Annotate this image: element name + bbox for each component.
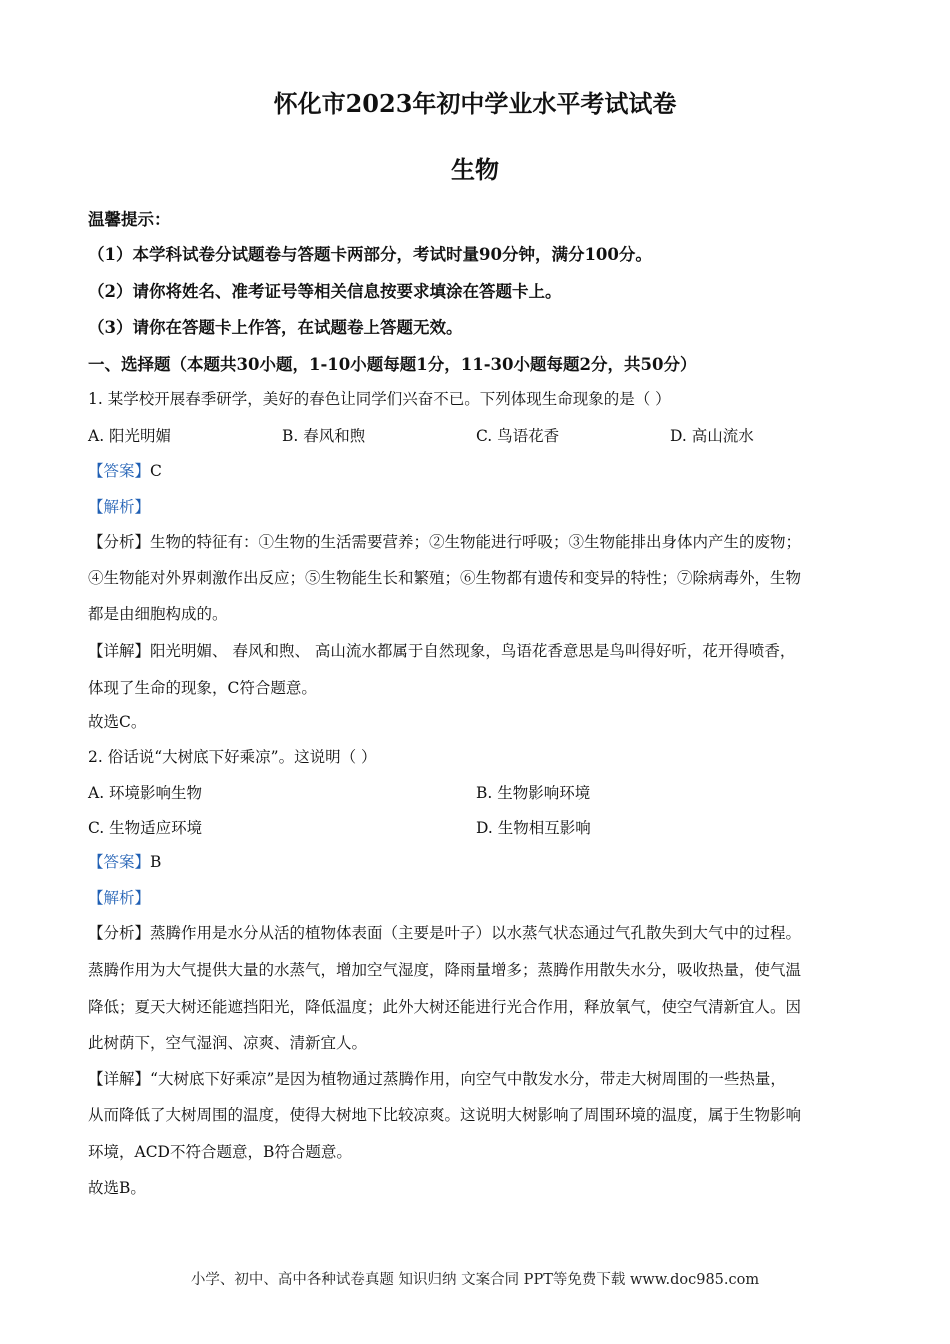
xiangjie-text: “大树底下好乘凉”是因为植物通过蒸腾作用，向空气中散发水分，带走大树周围的一些热量， [150,1070,786,1088]
notice-item-3: （3）请你在答题卡上作答，在试题卷上答题无效。 [88,318,463,337]
q2-xiangjie-line-3: 环境，ACD不符合题意，B符合题意。 [88,1143,352,1161]
answer-tag: 【答案】 [88,462,151,480]
q1-xiangjie-line-2: 体现了生命的现象，C符合题意。 [88,679,317,697]
q1-xiangjie-line-1 [88,639,868,661]
q2-fenxi-line-3: 降低；夏天大树还能遮挡阳光，降低温度；此外大树还能进行光合作用，释放氧气，使空气清新宜人。因 [88,998,802,1016]
q2-option-d: D. 生物相互影响 [476,819,591,837]
answer-value: B [150,853,162,871]
q1-analysis-tag: 【解析】 [88,498,151,516]
q1-option-c: C. 鸟语花香 [476,427,560,445]
answer-tag: 【答案】 [88,853,151,871]
q2-conclusion: 故选B。 [88,1179,146,1197]
q2-option-a: A. 环境影响生物 [88,784,203,802]
q2-analysis-tag: 【解析】 [88,889,151,907]
answer-value: C [150,462,162,480]
q2-fenxi-line-2: 蒸腾作用为大气提供大量的水蒸气，增加空气湿度，降雨量增多；蒸腾作用散失水分，吸收热量，使气温 [88,961,802,979]
exam-title: 怀化市2023年初中学业水平考试试卷 [273,89,677,118]
q1-option-d: D. 高山流水 [670,427,754,445]
xiangjie-tag: 【详解】 [88,1070,151,1088]
q1-option-a: A. 阳光明媚 [88,427,172,445]
notice-item-2: （2）请你将姓名、准考证号等相关信息按要求填涂在答题卡上。 [88,282,562,301]
q2-stem: 2. 俗话说“大树底下好乘凉”。这说明（ ） [88,748,377,766]
fenxi-text: 生物的特征有：①生物的生活需要营养；②生物能进行呼吸；③生物能排出身体内产生的废物； [150,533,802,551]
page-footer: 小学、初中、高中各种试卷真题 知识归纳 文案合同 PPT等免费下载 www.doc985.com [190,1272,760,1288]
q1-answer [88,459,868,481]
xiangjie-text: 阳光明媚、 春风和煦、 高山流水都属于自然现象，鸟语花香意思是鸟叫得好听，花开得喷香， [150,642,796,660]
q2-answer [88,850,868,872]
xiangjie-tag: 【详解】 [88,642,151,660]
notice-heading: 温馨提示： [88,210,171,229]
fenxi-tag: 【分析】 [88,924,151,942]
fenxi-text: 蒸腾作用是水分从活的植物体表面（主要是叶子）以水蒸气状态通过气孔散失到大气中的过程。 [150,924,802,942]
q2-fenxi-line-4: 此树荫下，空气湿润、凉爽、清新宜人。 [88,1034,368,1052]
q1-fenxi-line-2: ④生物能对外界刺激作出反应；⑤生物能生长和繁殖；⑥生物都有遗传和变异的特性；⑦除病毒外，生物 [88,569,802,587]
q2-xiangjie-line-2: 从而降低了大树周围的温度，使得大树地下比较凉爽。这说明大树影响了周围环境的温度，属于生物影响 [88,1106,802,1124]
q2-xiangjie-line-1 [88,1067,868,1089]
q1-fenxi-line-1 [88,530,868,552]
q2-fenxi-line-1 [88,921,868,943]
q1-option-b: B. 春风和煦 [282,427,366,445]
q1-conclusion: 故选C。 [88,713,147,731]
q2-option-b: B. 生物影响环境 [476,784,591,802]
q1-stem: 1. 某学校开展春季研学，美好的春色让同学们兴奋不已。下列体现生命现象的是（ ） [88,390,671,408]
q1-fenxi-line-3: 都是由细胞构成的。 [88,605,228,623]
section-heading: 一、选择题（本题共30小题，1-10小题每题1分，11-30小题每题2分，共50分） [88,355,697,374]
notice-item-1: （1）本学科试卷分试题卷与答题卡两部分，考试时量90分钟，满分100分。 [88,245,652,264]
subject-title: 生物 [451,155,499,184]
q2-option-c: C. 生物适应环境 [88,819,203,837]
fenxi-tag: 【分析】 [88,533,151,551]
